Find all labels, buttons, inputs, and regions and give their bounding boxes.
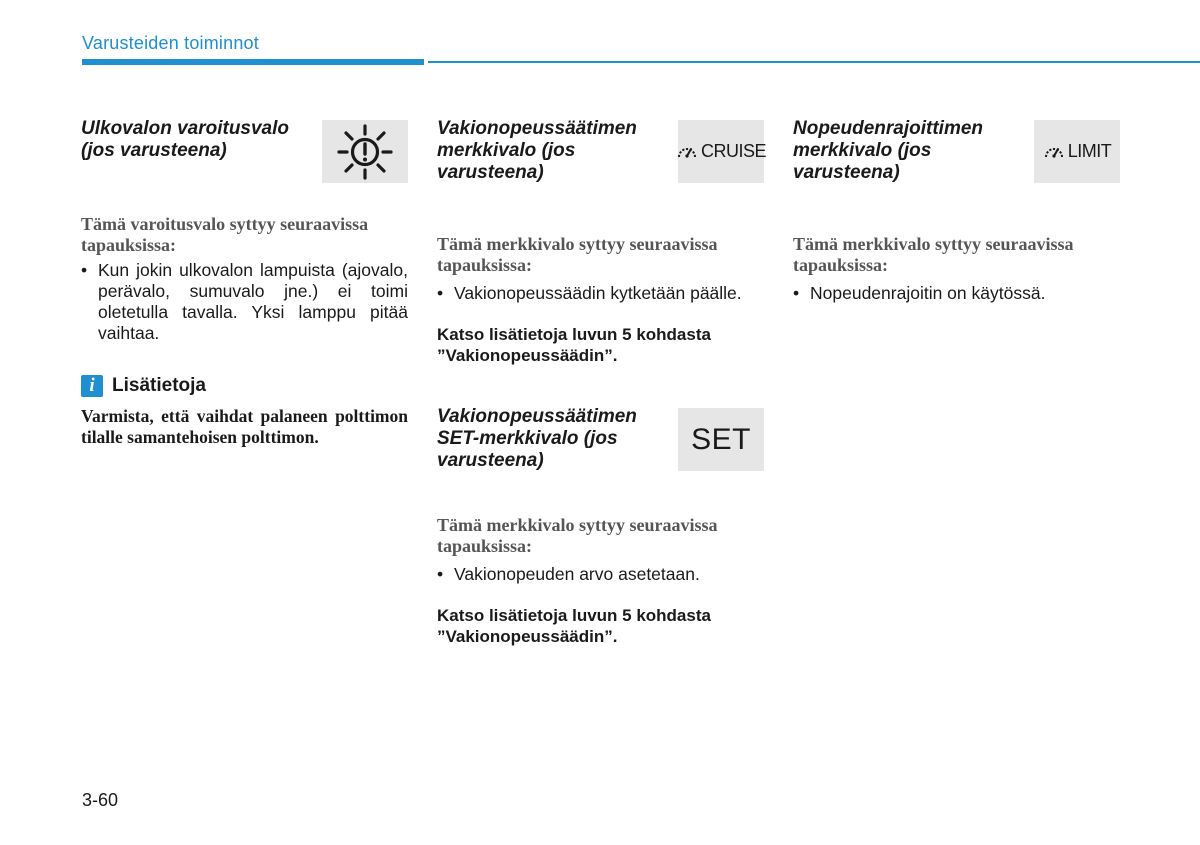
speedometer-icon	[676, 142, 698, 162]
speedometer-icon	[1043, 142, 1065, 162]
section-heading	[81, 118, 408, 162]
list-item: • Vakionopeussäädin kytketään päälle.	[437, 283, 764, 304]
section-lead: Tämä merkkivalo syttyy seuraavissa tapauksissa:	[437, 234, 718, 275]
section-lead: Tämä merkkivalo syttyy seuraavissa tapauksissa:	[437, 515, 718, 556]
info-body: Varmista, että vaihdat palaneen polttimon tilalle samantehoisen polttimon.	[81, 406, 408, 447]
header-rule-thin	[428, 61, 1200, 63]
exterior-light-warning-icon	[322, 120, 408, 183]
column-exterior-light	[81, 118, 408, 448]
section-heading	[437, 406, 764, 472]
limit-label: LIMIT	[1067, 141, 1112, 161]
section-lead: Tämä varoitusvalo syttyy seuraavissa tapauksissa:	[81, 214, 369, 255]
cruise-label: CRUISE	[701, 141, 767, 161]
reference-note: Katso lisätietoja luvun 5 kohdasta ”Vakionopeussäädin”.	[437, 606, 711, 646]
section-title: Vakionopeussäätimen merkkivalo (jos varusteena)	[437, 118, 637, 183]
section-header-title: Varusteiden toiminnot	[82, 33, 259, 53]
section-title: Vakionopeussäätimen SET-merkkivalo (jos varusteena)	[437, 406, 637, 471]
page-number: 3-60	[82, 790, 119, 810]
column-speed-limiter	[793, 118, 1120, 304]
section-lead: Tämä merkkivalo syttyy seuraavissa tapauksissa:	[793, 234, 1074, 275]
cruise-indicator-icon	[678, 120, 767, 183]
list-item: • Nopeudenrajoitin on käytössä.	[793, 283, 1120, 304]
section-title: Ulkovalon varoitusvalo (jos varusteena)	[81, 118, 290, 161]
header-rule-thick	[82, 59, 424, 65]
list-item: • Kun jokin ulkovalon lampuista (ajovalo, perävalo, sumuvalo jne.) ei toimi oletetulla tavalla. Yksi lamppu pitää vaihtaa.	[81, 260, 408, 344]
info-title: Lisätietoja	[112, 375, 206, 396]
reference-note: Katso lisätietoja luvun 5 kohdasta ”Vakionopeussäädin”.	[437, 325, 711, 365]
set-label: SET	[691, 422, 751, 456]
limit-indicator-icon	[1034, 120, 1120, 183]
set-indicator-icon	[678, 408, 764, 471]
info-icon: i	[81, 375, 103, 397]
section-heading	[793, 118, 1120, 184]
column-cruise	[437, 118, 767, 647]
section-heading	[437, 118, 767, 184]
list-item: • Vakionopeuden arvo asetetaan.	[437, 564, 764, 585]
info-heading	[81, 375, 408, 397]
section-title: Nopeudenrajoittimen merkkivalo (jos varusteena)	[793, 118, 984, 183]
